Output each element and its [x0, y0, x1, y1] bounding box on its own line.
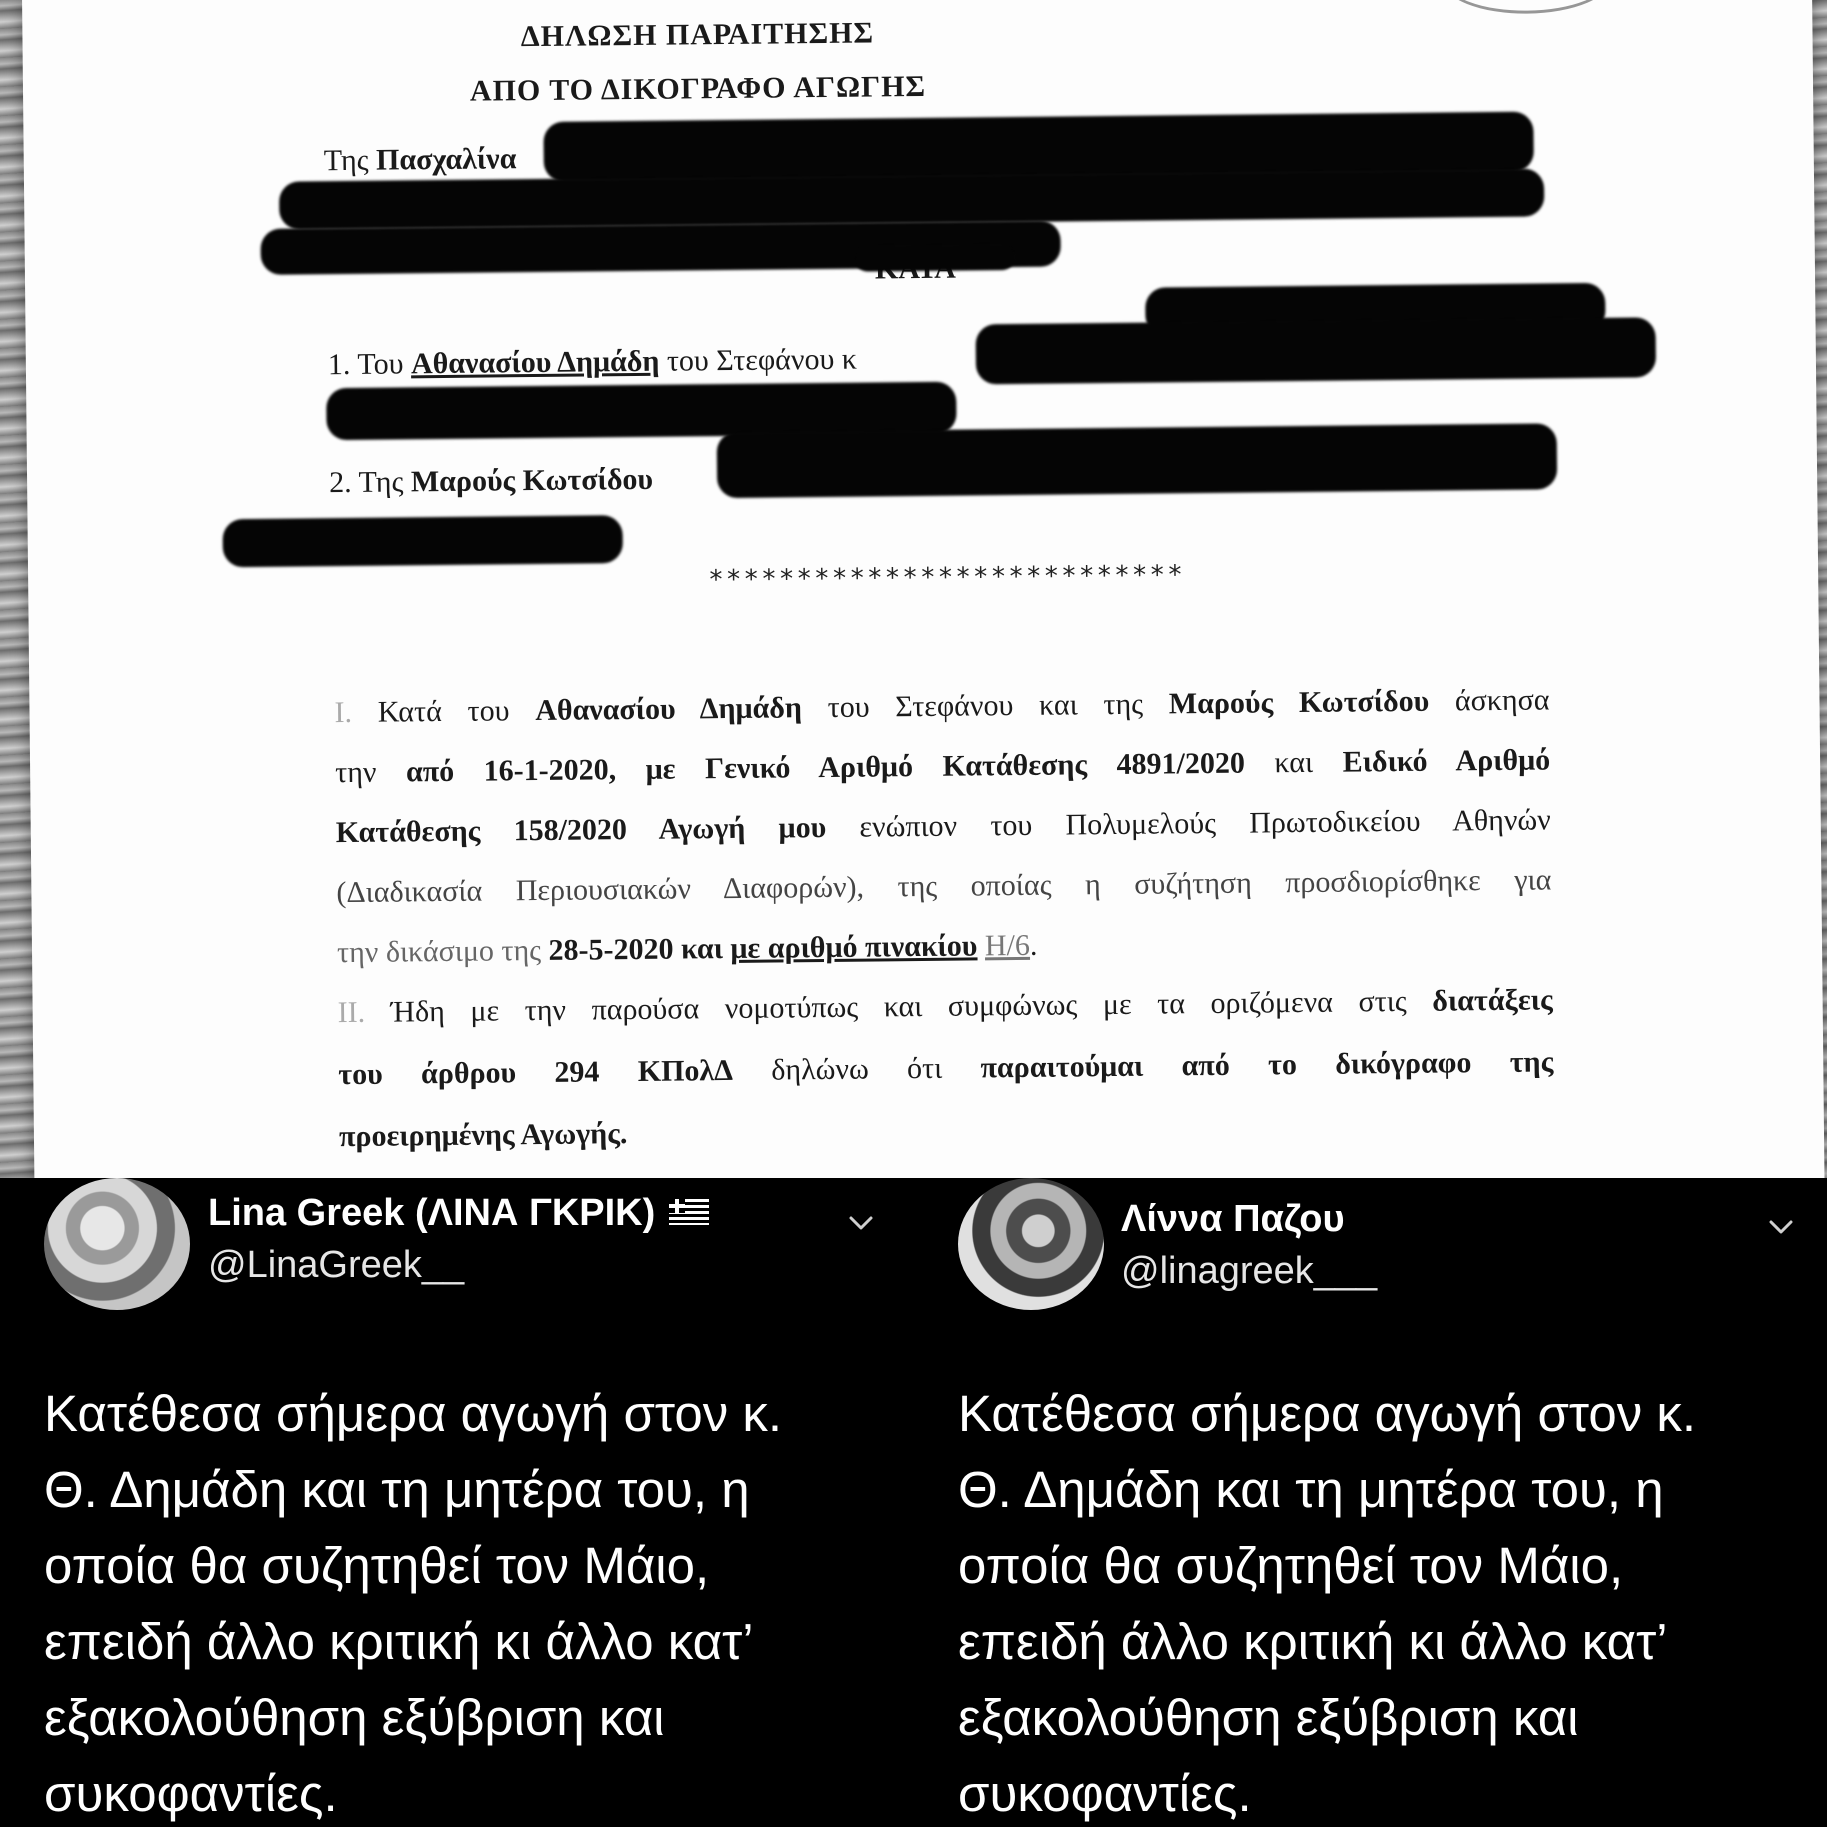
text-span: παραιτούμαι από το δικόγραφο της: [980, 1045, 1554, 1085]
text-span: ενώπιον του Πολυμελούς Πρωτοδικείου Αθηνών: [859, 803, 1551, 844]
text-span: την δικάσιμο της: [336, 933, 542, 970]
text-span: και: [1274, 745, 1314, 780]
text-span: Ήδη με την παρούσα νομοτύπως και συμφώνως με τα οριζόμενα στις: [390, 984, 1407, 1029]
text-span: την: [334, 755, 377, 790]
chevron-down-icon[interactable]: [1766, 1212, 1796, 1242]
redaction-bar: [279, 168, 1544, 229]
paragraph-1-line-4: [336, 863, 1551, 910]
paragraph-1-line-1: [334, 683, 1549, 730]
text-span: του άρθρου 294 ΚΠολΔ: [338, 1053, 734, 1092]
text-span: .: [1029, 928, 1038, 962]
paragraph-2-line-2: [338, 1045, 1553, 1092]
text-span: (Διαδικασία Περιουσιακών Διαφορών), της οποίας η συζήτηση προσδιορίσθηκε για: [336, 863, 1552, 910]
user-handle[interactable]: @LinaGreek__: [208, 1244, 465, 1286]
text-span: Κατάθεσης 158/2020 Αγωγή μου: [335, 810, 827, 850]
text-span: 28-5-2020 και: [548, 932, 724, 967]
plaintiff-name: Πασχαλίνα: [375, 142, 517, 177]
plaintiff-line: [324, 142, 517, 178]
defendant-1-suffix: του Στεφάνου κ: [666, 342, 858, 378]
text-span: με αριθμό πινακίου: [730, 929, 978, 966]
avatar[interactable]: [958, 1178, 1104, 1310]
defendant-2-prefix: 2. Της: [328, 465, 404, 500]
document-subtitle: ΑΠΟ ΤΟ ΔΙΚΟΓΡΑΦΟ ΑΓΩΓΗΣ: [469, 69, 927, 108]
text-span: δηλώνω ότι: [771, 1051, 943, 1087]
text-span: Ειδικό Αριθμό: [1342, 743, 1551, 779]
text-span: προειρημένης Αγωγής.: [338, 1117, 628, 1154]
text-span: διατάξεις: [1432, 983, 1553, 1018]
text-span: άσκησα: [1454, 683, 1550, 718]
text-span: Αθανασίου Δημάδη: [535, 691, 803, 728]
defendant-2-name: Μαρούς Κωτσίδου: [410, 462, 654, 499]
defendant-1-line: [328, 343, 857, 383]
separator-line: ***************************: [708, 560, 1185, 596]
document-title: ΔΗΛΩΣΗ ΠΑΡΑΙΤΗΣΗΣ: [520, 16, 875, 54]
document-paper: [22, 0, 1825, 1178]
redaction-bar: [717, 423, 1558, 498]
text-span: από 16-1-2020, με Γενικό Αριθμό Κατάθεσης 4891/2020: [405, 746, 1246, 789]
paragraph-1-line-2: [335, 743, 1550, 790]
redaction-bar: [976, 317, 1657, 384]
paragraph-2-line-3: [339, 1107, 1554, 1154]
avatar[interactable]: [44, 1178, 190, 1310]
paragraph-number: ΙΙ.: [337, 995, 366, 1030]
paragraph-2-line-1: [338, 983, 1553, 1030]
redaction-bar: [855, 244, 1015, 272]
defendant-1-prefix: 1. Του: [327, 347, 404, 382]
defendant-1-name: Αθανασίου Δημάδη: [410, 344, 660, 381]
defendant-2-line: [329, 463, 653, 500]
display-name[interactable]: [208, 1192, 709, 1235]
paragraph-1-line-5: [337, 923, 1552, 970]
paragraph-1-line-3: [336, 803, 1551, 850]
tweet-card-right: [913, 1178, 1827, 1827]
tweet-card-left: [0, 1178, 913, 1827]
greek-flag-icon: [669, 1199, 709, 1225]
text-span: Η/6: [984, 928, 1031, 963]
tweet-text: Κατέθεσα σήμερα αγωγή στον κ. Θ. Δημάδη και τη μητέρα του, η οποία θα συζητηθεί τον Μάιο, επειδή άλλο κριτική κι άλλο κατ’ εξακολούθηση εξύβριση και συκοφαντίες.: [44, 1385, 783, 1822]
plaintiff-prefix: Της: [323, 143, 369, 178]
redaction-bar: [223, 515, 623, 567]
display-name-text: Lina Greek (ΛΙΝΑ ΓΚΡΙΚ): [208, 1192, 656, 1234]
text-span: Μαρούς Κωτσίδου: [1168, 684, 1430, 721]
paragraph-number: Ι.: [334, 695, 353, 730]
user-handle[interactable]: @linagreek___: [1121, 1250, 1378, 1292]
text-span: του Στεφάνου και της: [827, 687, 1144, 724]
chevron-down-icon[interactable]: [846, 1208, 876, 1238]
display-name[interactable]: Λίννα Παζου: [1121, 1198, 1345, 1240]
tweet-text: Κατέθεσα σήμερα αγωγή στον κ. Θ. Δημάδη και τη μητέρα του, η οποία θα συζητηθεί τον Μάιο, επειδή άλλο κριτική κι άλλο κατ’ εξακολούθηση εξύβριση και συκοφαντίες.: [958, 1385, 1697, 1822]
text-span: Κατά του: [377, 694, 510, 729]
